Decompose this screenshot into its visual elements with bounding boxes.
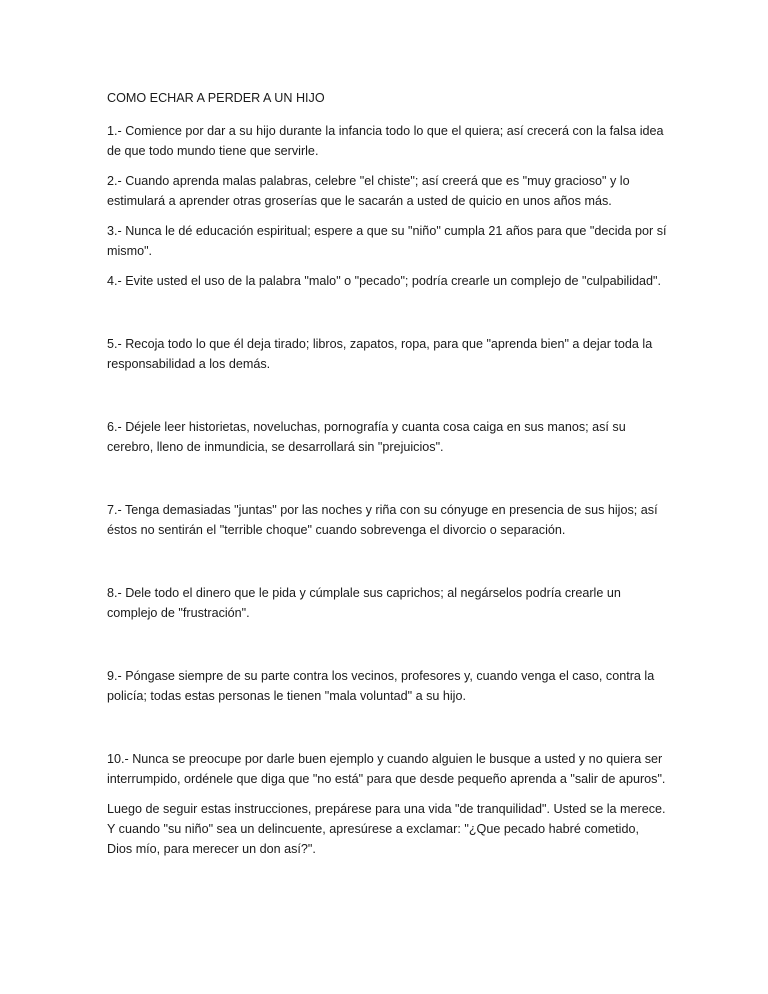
document-title: COMO ECHAR A PERDER A UN HIJO xyxy=(107,91,325,105)
list-item-5: 5.- Recoja todo lo que él deja tirado; libros, zapatos, ropa, para que "aprenda bien" a dejar toda la responsabilidad a los demás. xyxy=(107,337,653,371)
list-item-9: 9.- Póngase siempre de su parte contra los vecinos, profesores y, cuando venga el caso, contra la policía; todas estas personas le tienen "mala voluntad" a su hijo. xyxy=(107,669,655,703)
list-item-4: 4.- Evite usted el uso de la palabra "malo" o "pecado"; podría crearle un complejo de "culpabilidad". xyxy=(107,274,661,288)
closing-paragraph: Luego de seguir estas instrucciones, prepárese para una vida "de tranquilidad". Usted se la merece. Y cuando "su niño" sea un delincuente, apresúrese a exclamar: "¿Que pecado habré cometido, Dios mío, para merecer un don así?". xyxy=(107,802,666,856)
list-item-7: 7.- Tenga demasiadas "juntas" por las noches y riña con su cónyuge en presencia de sus hijos; así éstos no sentirán el "terrible choque" cuando sobrevenga el divorcio o separación. xyxy=(107,503,658,537)
document-body xyxy=(107,88,667,869)
list-item-6: 6.- Déjele leer historietas, noveluchas, pornografía y cuanta cosa caiga en sus manos; así su cerebro, lleno de inmundicia, se desarrollará sin "prejuicios". xyxy=(107,420,626,454)
list-item-8: 8.- Dele todo el dinero que le pida y cúmplale sus caprichos; al negárselos podría crearle un complejo de "frustración". xyxy=(107,586,621,620)
list-item-3: 3.- Nunca le dé educación espiritual; espere a que su "niño" cumpla 21 años para que "decida por sí mismo". xyxy=(107,224,667,258)
list-item-1: 1.- Comience por dar a su hijo durante la infancia todo lo que el quiera; así crecerá con la falsa idea de que todo mundo tiene que servirle. xyxy=(107,124,664,158)
list-item-2: 2.- Cuando aprenda malas palabras, celebre "el chiste"; así creerá que es "muy gracioso" y lo estimulará a aprender otras groserías que le sacarán a usted de quicio en unos años más. xyxy=(107,174,630,208)
list-item-10: 10.- Nunca se preocupe por darle buen ejemplo y cuando alguien le busque a usted y no quiera ser interrumpido, ordénele que diga que "no está" para que desde pequeño aprenda a "salir de apuros". xyxy=(107,752,666,786)
